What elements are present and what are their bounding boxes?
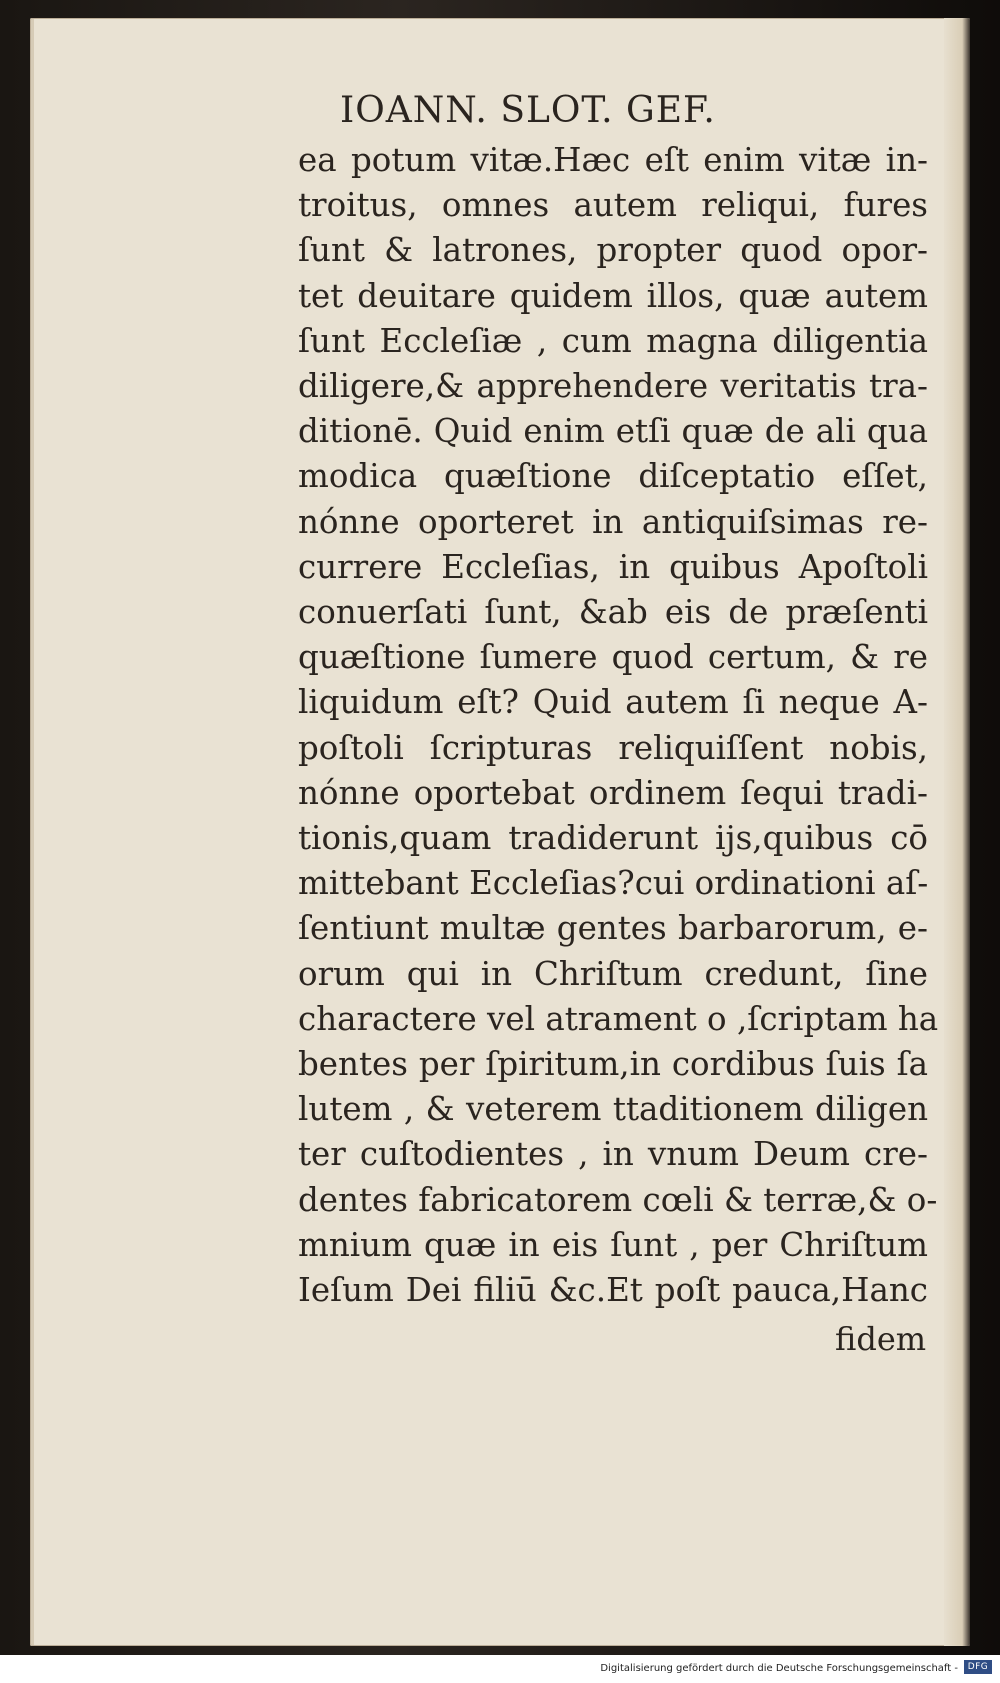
text-line: nónne oportebat ordinem ſequi tradi- [298, 773, 928, 812]
text-line: ea potum vitæ.Hæc eſt enim vitæ in- [298, 141, 928, 179]
text-line: ditionē. Quid enim etſi quæ de ali qua [298, 412, 928, 451]
text-line: charactere vel atrament o ,ſcriptam ha [298, 999, 939, 1038]
text-line: orum qui in Chriſtum credunt, ſine [298, 954, 928, 993]
text-line: ter cuſtodientes , in vnum Deum cre- [298, 1135, 928, 1174]
text-line: diligere,& apprehendere veritatis tra- [298, 367, 928, 406]
body-text [298, 138, 939, 1313]
text-line: dentes fabricatorem cœli & terræ,& o- [298, 1180, 938, 1219]
page-edge [944, 18, 970, 1646]
text-line: currere Eccleſias, in quibus Apoſtoli [298, 547, 928, 586]
text-line: lutem , & veterem ttaditionem diligen [298, 1090, 928, 1129]
text-line: liquidum eſt? Quid autem ſi neque A- [298, 683, 928, 722]
text-line: tionis,quam tradiderunt ijs,quibus cō [298, 819, 928, 858]
text-line: ſunt Eccleſiæ , cum magna diligentia [298, 321, 928, 360]
text-line: ſunt & latrones, propter quod opor- [298, 231, 928, 270]
text-line: poſtoli ſcripturas reliquiſſent nobis, [298, 728, 928, 767]
text-line: troitus, omnes autem reliqui, fures [298, 186, 928, 225]
catchword: fidem [835, 1320, 927, 1358]
digitization-credit: Digitalisierung gefördert durch die Deutsche Forschungsgemeinschaft - [600, 1663, 958, 1674]
text-line: bentes per ſpiritum,in cordibus ſuis ſa [298, 1045, 928, 1084]
text-line: mittebant Eccleſias?cui ordinationi aſ- [298, 864, 929, 903]
text-line: ſentiunt multæ gentes barbarorum, e- [298, 909, 928, 948]
text-line: quæſtione ſumere quod certum, & re [298, 638, 928, 677]
text-line: tet deuitare quidem illos, quæ autem [298, 276, 928, 315]
running-head: IOANN. SLOT. GEF. [340, 90, 716, 131]
text-line: mnium quæ in eis ſunt , per Chriſtum [298, 1225, 928, 1264]
text-line: nónne oporteret in antiquiſsimas re- [298, 502, 928, 541]
text-line: conuerſati ſunt, &ab eis de præſenti [298, 593, 928, 632]
dfg-logo-icon: DFG [964, 1660, 992, 1674]
text-line: Ieſum Dei filiū &c.Et poſt pauca,Hanc [298, 1271, 928, 1310]
text-line: modica quæſtione diſceptatio eſſet, [298, 457, 928, 496]
